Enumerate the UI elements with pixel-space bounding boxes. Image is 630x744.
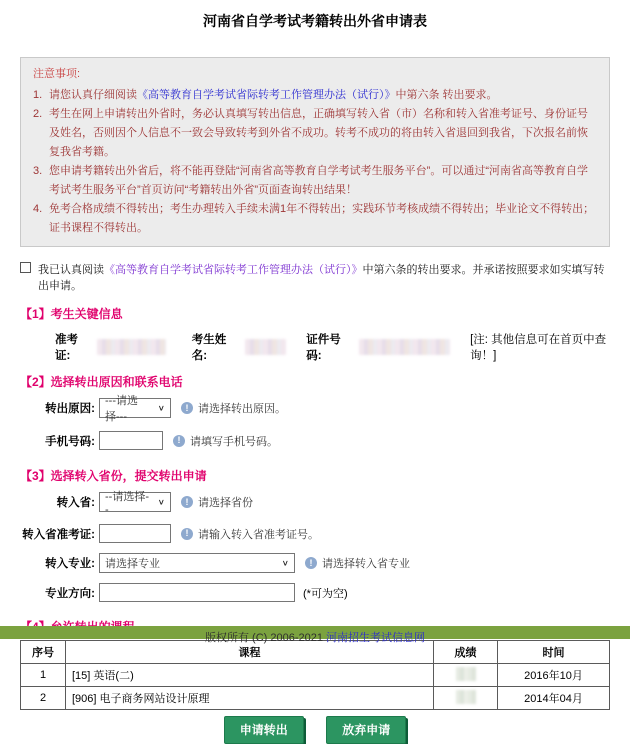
name-label: 考生姓名: (191, 334, 227, 362)
info-icon: ! (173, 435, 185, 447)
notice-item-1-text (49, 86, 597, 105)
province-select-value: --请选择-- (105, 491, 149, 516)
notice-item-2-number: 2. (33, 108, 43, 120)
major-hint (305, 555, 410, 571)
direction-label: 专业方向: (45, 587, 95, 600)
info-icon: ! (181, 402, 193, 414)
reason-label: 转出原因: (45, 403, 95, 415)
phone-label: 手机号码: (45, 435, 95, 448)
phone-row (0, 431, 630, 450)
candidate-keyinfo-row (55, 331, 630, 363)
header-course: 课程 (66, 641, 434, 664)
header-time: 时间 (498, 641, 610, 664)
table-row (21, 664, 610, 687)
zkz-label: 准考证: (55, 334, 78, 362)
agreement-row (20, 261, 610, 293)
notice-item-3 (33, 162, 597, 200)
table-row (21, 687, 610, 710)
agreement-post: 中第六条的转出要求。并承诺按照要求如实填写转出申请。 (38, 264, 605, 292)
agreement-text (38, 261, 610, 293)
agreement-checkbox[interactable] (20, 262, 31, 273)
keyinfo-note: [注: 其他信息可在首页中查询！] (470, 334, 607, 362)
regulation-link[interactable]: 《高等教育自学考试省际转考工作管理办法（试行）》 (137, 89, 396, 101)
footer-text (0, 629, 630, 645)
notice-item-1-number: 1. (33, 89, 43, 101)
row1-grade-redacted (456, 667, 476, 681)
notice-item-2-text: 考生在网上申请转出外省时，务必认真填写转出信息，正确填写转入省（市）名称和转入省准考证号、身份证号及姓名，否则因个人信息不一致会导致转考到外省不成功。转考不成功的将由转入省退回到我省，下次报名前恢复我省考籍。 (49, 108, 588, 158)
agreement-pre: 我已认真阅读 (38, 264, 104, 276)
province-select[interactable] (99, 491, 171, 516)
row1-grade (434, 664, 498, 687)
id-label: 证件号码: (306, 334, 341, 362)
header-grade: 成绩 (434, 641, 498, 664)
reason-select[interactable] (99, 395, 171, 423)
major-label: 转入专业: (45, 558, 95, 570)
notice-item-4-text: 免考合格成绩不得转出；考生办理转入手续未满1年不得转出；实践环节考核成绩不得转出；毕业论文不得转出；证书课程不得转出。 (49, 203, 595, 234)
footer-link[interactable]: 河南招生考试信息网 (326, 632, 426, 644)
row2-no: 2 (21, 687, 66, 710)
info-icon: ! (181, 496, 193, 508)
target-zkz-label: 转入省准考证: (22, 528, 95, 541)
notice-item-4-number: 4. (33, 203, 43, 215)
notice-title: 注意事项: (33, 68, 81, 80)
notice-item-3-number: 3. (33, 165, 43, 177)
major-hint-text: 请选择转入省专业 (322, 558, 410, 570)
direction-row (0, 583, 630, 602)
row2-time: 2014年04月 (498, 687, 610, 710)
name-redacted-value (245, 339, 286, 355)
row2-course: [906] 电子商务网站设计原理 (66, 687, 434, 710)
agreement-regulation-link[interactable]: 《高等教育自学考试省际转考工作管理办法（试行）》 (104, 264, 363, 276)
province-row (0, 491, 630, 516)
notice-item-1-pre: 请您认真仔细阅读 (49, 89, 137, 101)
section3-title: 【3】选择转入省份，提交转出申请 (20, 469, 207, 483)
province-hint (181, 494, 253, 510)
row2-grade (434, 687, 498, 710)
phone-hint-text: 请填写手机号码。 (190, 435, 278, 448)
info-icon: ! (181, 528, 193, 540)
notice-item-1-post: 中第六条 转出要求。 (395, 89, 498, 101)
province-hint-text: 请选择省份 (198, 497, 253, 509)
target-zkz-input[interactable] (99, 524, 171, 543)
footer-bar (0, 626, 630, 644)
reason-hint-text: 请选择转出原因。 (198, 403, 286, 415)
chevron-down-icon: ∨ (281, 558, 289, 568)
action-buttons (0, 716, 630, 744)
major-row (0, 553, 630, 573)
courses-table (20, 640, 610, 710)
info-icon: ! (305, 557, 317, 569)
major-select-value: 请选择专业 (105, 558, 160, 570)
target-zkz-hint (181, 526, 319, 542)
abandon-application-button[interactable]: 放弃申请 (326, 716, 406, 744)
zkz-redacted-value (97, 339, 166, 355)
row1-no: 1 (21, 664, 66, 687)
direction-input[interactable] (99, 583, 295, 602)
id-redacted-value (359, 339, 450, 355)
reason-select-value: ---请选择--- (105, 395, 138, 423)
chevron-down-icon: ∨ (157, 497, 165, 507)
page-title: 河南省自学考试考籍转出外省申请表 (203, 13, 427, 29)
row1-course: [15] 英语(二) (66, 664, 434, 687)
section1-title: 【1】考生关键信息 (20, 307, 123, 321)
chevron-down-icon: ∨ (157, 403, 165, 413)
phone-input[interactable] (99, 431, 163, 450)
reason-hint (181, 400, 286, 416)
major-select[interactable] (99, 553, 295, 573)
footer-copyright: 版权所有 (C) 2006-2021 (204, 632, 327, 644)
direction-note: (*可为空) (303, 587, 348, 600)
target-zkz-hint-text: 请输入转入省准考证号。 (198, 528, 319, 541)
notice-box (20, 57, 610, 247)
row1-time: 2016年10月 (498, 664, 610, 687)
header-no: 序号 (21, 641, 66, 664)
section2-title: 【2】选择转出原因和联系电话 (20, 375, 183, 389)
submit-transfer-button[interactable]: 申请转出 (224, 716, 304, 744)
notice-item-2 (33, 105, 597, 162)
notice-item-3-text: 您申请考籍转出外省后，将不能再登陆“河南省高等教育自学考试考生服务平台”。可以通过“河南省高等教育自学考试考生服务平台”首页访问“考籍转出外省”页面查询转出结果！ (49, 165, 588, 196)
phone-hint (173, 433, 278, 449)
reason-row (0, 395, 630, 423)
row2-grade-redacted (456, 690, 476, 704)
province-label: 转入省: (56, 497, 95, 509)
notice-item-4 (33, 200, 597, 238)
notice-item-1 (33, 86, 597, 105)
target-zkz-row (0, 524, 630, 543)
